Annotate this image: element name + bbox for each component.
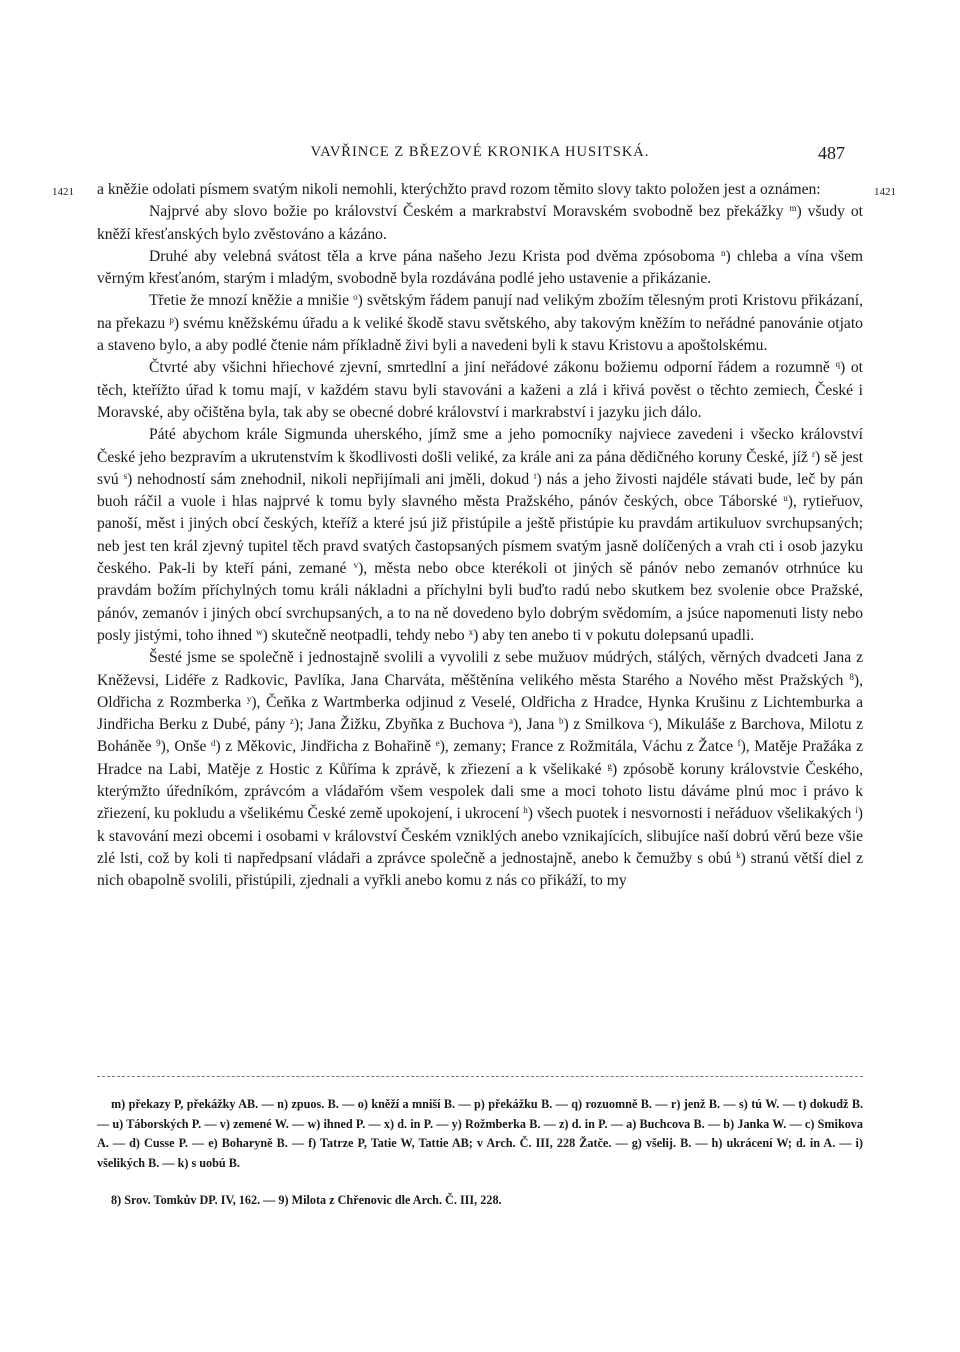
- paragraph-text: Šesté jsme se společně i jednostajně svolili a vyvolili z sebe mužuov múdrých, stálých, věrných dvadceti Jana z Kněževsi, Lidéře z Radkovic, Pavlíka, Jana Charváta, měštěnína velikého města Starého a Nového měst Pražských: [97, 649, 863, 689]
- paragraph-text: ) ot těch, kteřížto úřad k tomu mají, v každém stavu byli stavováni a kaženi a zlá i křivá pověst o těchto zemiech, České i Moravské, aby očištěna byla, tak aby se obecné dobré království i markrabství i jazyku jich dálo.: [97, 359, 863, 421]
- footnote-marker: b: [558, 716, 564, 727]
- footnote-marker: y: [246, 693, 252, 704]
- paragraph-text: ) nehodností sám znehodnil, nikoli nepřijímali ani jměli, dokud: [127, 470, 535, 488]
- footnote-marker: d: [210, 738, 216, 749]
- footnote-marker: p: [169, 314, 174, 325]
- footnote-marker: i: [855, 805, 858, 816]
- footnote-marker: q: [835, 359, 840, 370]
- paragraph-text: Druhé aby velebná svátost těla a krve pána našeho Jezu Krista pod dvěma zpósoboma: [149, 247, 722, 265]
- paragraph-text: ), Oldřicha z Rozmberka: [97, 671, 863, 711]
- footnote-marker: e: [435, 738, 440, 749]
- variant-footnotes: m) překazy P, překážky AB. — n) zpuos. B. — o) kněží a mniší B. — p) překážku B. — q) rozuomně B. — r) jenž B. — s) tú W. — t) dokudž B. — u) Táborských P. — v) zemené W. — w) ihned P. — x) d. in P. — y) Rožmberka B. — z) d. in P. — a) Buchcova B. — b) Janka W. — c) Smikova A. — d) Cusse P. — e) Boharyně B. — f) Tatrze P, Tatie W, Tattie AB; v Arch. Č. III, 228 Žatče. — g) všelij. B. — h) ukrácení W; d. in A. — i) všelikých B. — k) s uobú B.: [97, 1097, 863, 1170]
- footnote-marker: 8: [849, 671, 854, 682]
- footnote-marker: u: [783, 493, 788, 504]
- footnote-marker: z: [290, 716, 295, 727]
- footnote-marker: g: [607, 760, 612, 771]
- footnote-marker: t: [534, 470, 537, 481]
- paragraph-text: ) všudy ot kněží křesťanských bylo zvěstováno a kázáno.: [97, 203, 864, 243]
- main-text: [97, 179, 863, 893]
- footnote-marker: f: [737, 738, 741, 749]
- paragraph: [97, 647, 863, 892]
- paragraph-text: ), zemany; France z Rožmitála, Váchu z Žatce: [439, 738, 738, 756]
- footnote-marker: a: [508, 716, 513, 727]
- footnote-marker: k: [736, 849, 741, 860]
- paragraph-text: ) nás a jeho živosti najdéle stávati bude, leč by pán buoh ráčil a vuole i hlas najprvé k tomu byly slavného města Pražského, pánóv českých, obce Táborské: [97, 470, 864, 511]
- footnotes: [97, 1095, 863, 1173]
- paragraph: [97, 246, 863, 291]
- paragraph-text: ) z Měkovic, Jindřicha z Bohařině: [215, 738, 436, 756]
- footnote-marker: n: [721, 247, 726, 258]
- footnote-marker: v: [353, 560, 359, 571]
- paragraph: [97, 424, 863, 647]
- paragraph-text: ); Jana Žižku, Zbyňka z Buchova: [294, 716, 509, 734]
- paragraph-text: ) zpósobě koruny královstvie Českého, kterýmžto úředníkóm, zprávcóm a vládařóm všem vespolek dali sme a moci tohoto listu dáváme plnú moc i právo k zřiezení, ku pokludu a všelikému České země upokojení, i ukrocení: [97, 760, 864, 823]
- footnote-marker: 9: [156, 738, 161, 749]
- paragraph: [97, 290, 863, 357]
- paragraph-text: ) aby ten anebo ti v pokutu dolepsanú upadli.: [473, 626, 755, 644]
- running-title: VAVŘINCE Z BŘEZOVÉ KRONIKA HUSITSKÁ.: [310, 144, 650, 160]
- page-number: 487: [818, 143, 845, 163]
- paragraph-text: ) světským řádem panují nad velikým zbožím tělesným proti Kristovu přikázaní, na překazu: [97, 292, 863, 332]
- editorial-note: 8) Srov. Tomkův DP. IV, 162. — 9) Milota z Chřenovic dle Arch. Č. III, 228.: [111, 1193, 502, 1207]
- footnote-marker: h: [523, 805, 528, 816]
- paragraph-text: ) chleba a vína všem věrným křesťanóm, starým i mladým, svobodně byla rozdávána podlé jeho ustavenie a přikázanie.: [97, 247, 863, 288]
- paragraph-text: ), rytieřuov, panoší, měst i jiných obcí českých, kteříž a které jsú již přistúpile a ještě přistúpie ku pravdám artikuluov svrchupsaných; neb jest ten král zjevný tupitel těch pravd svatých častopsaných písmem svatým jasně dolíčených a vrah cti i osob jazyku českého. Pak-li by kteří páni, zemané: [97, 493, 863, 578]
- footnote-marker: c: [649, 716, 654, 727]
- footnote-marker: s: [123, 470, 128, 481]
- paragraph-text: ) skutečně neotpadli, tehdy nebo: [262, 626, 469, 644]
- paragraph-text: ), Onše: [160, 738, 211, 756]
- footnote-marker: o: [353, 292, 358, 303]
- footnote-marker: w: [255, 626, 263, 637]
- paragraph: [97, 201, 863, 246]
- footnote-marker: r: [812, 448, 816, 459]
- footnote-marker: m: [789, 203, 797, 214]
- paragraph-text: Páté abychom krále Sigmunda uherského, jímž sme a jeho pomocníky najviece zavedeni i všecko království České jeho bezpravím a ukrutenstvím k škodlivosti došli veliké, za krále ani za pána dědičného koruny České, jíž: [97, 426, 863, 466]
- paragraph-text: ) všech puotek i nesvornosti i neřáduov všelikakých: [527, 805, 856, 823]
- paragraph-text: ) z Smilkova: [563, 716, 650, 734]
- paragraph-text: ) stranú větší diel z nich obapolně svolili, přistúpili, zjednali a vyřkli anebo komu z nás co přikáží, to my: [97, 849, 863, 890]
- paragraph-text: Třetie že mnozí kněžie a mnišie: [149, 292, 354, 310]
- paragraph-text: ), Jana: [512, 716, 559, 734]
- paragraph-text: ) svému kněžskému úřadu a k veliké škodě stavu světského, aby takovým kněžím to neřádné panovánie otjato a staveno bylo, a aby podlé čtenie nám příkladně živi byli a navedeni byli k stavu Kristovu a apoštolskému.: [97, 314, 863, 355]
- footnote-divider: [97, 1076, 863, 1077]
- paragraph-text: Najprvé aby slovo božie po království Českém a markrabství Moravském svobodně bez překážky: [149, 203, 790, 221]
- paragraph-text: ), Čeňka z Wartmberka odjinud z Veselé, Oldřicha z Hradce, Hynka Krušinu z Lichtemburka a Jindřicha Berku z Dubé, pány: [97, 693, 863, 734]
- paragraph-text: ), města nebo obce kterékoli ot jiných sě pánóv nebo zemanóv otrhnúce ku pravdám božím příchylných tomu králi nákladni a příchylni byli buďto radú nebo skutkem bez svolenie obce Pražské, pánóv, zemanóv i jiných obcí svrchupsaných, a to na ně dovedeno bylo dobrým svědomím, a jsúce napomenuti listy nebo posly jistými, toho ihned: [97, 560, 863, 644]
- paragraph-text: Čtvrté aby všichni hřiechové zjevní, smrtedlní a jiní neřádové zákonu božiemu odporní řádem a rozumně: [149, 359, 836, 377]
- paragraph: [97, 357, 863, 424]
- margin-year-left: 1421: [52, 186, 74, 198]
- paragraph-text: a kněžie odolati písmem svatým nikoli nemohli, kterýchžto pravd rozom těmito slovy takto položen jest a oznámen:: [97, 181, 821, 198]
- paragraph-text: ), Matěje Pražáka z Hradce na Labi, Matěje z Hostic z Kůříma k zprávě, k zřiezení a k všelikaké: [97, 738, 864, 778]
- paragraph: [97, 179, 863, 201]
- paragraph-text: ) sě jest svú: [97, 448, 863, 488]
- footnote-marker: x: [468, 626, 474, 637]
- paragraph-text: ), Mikuláše z Barchova, Milotu z Boháněe: [97, 716, 863, 756]
- margin-year-right: 1421: [874, 186, 896, 198]
- paragraph-text: ) k stavování mezi obcemi i osobami v království Českém vzniklých anebo vznikajících, slibujíce naší dobrú věrú beze všie zlé lsti, což by koli ti napředpsaní vládaři a zprávce společně a jednostajně, anebo k čemužby s obú: [97, 805, 863, 867]
